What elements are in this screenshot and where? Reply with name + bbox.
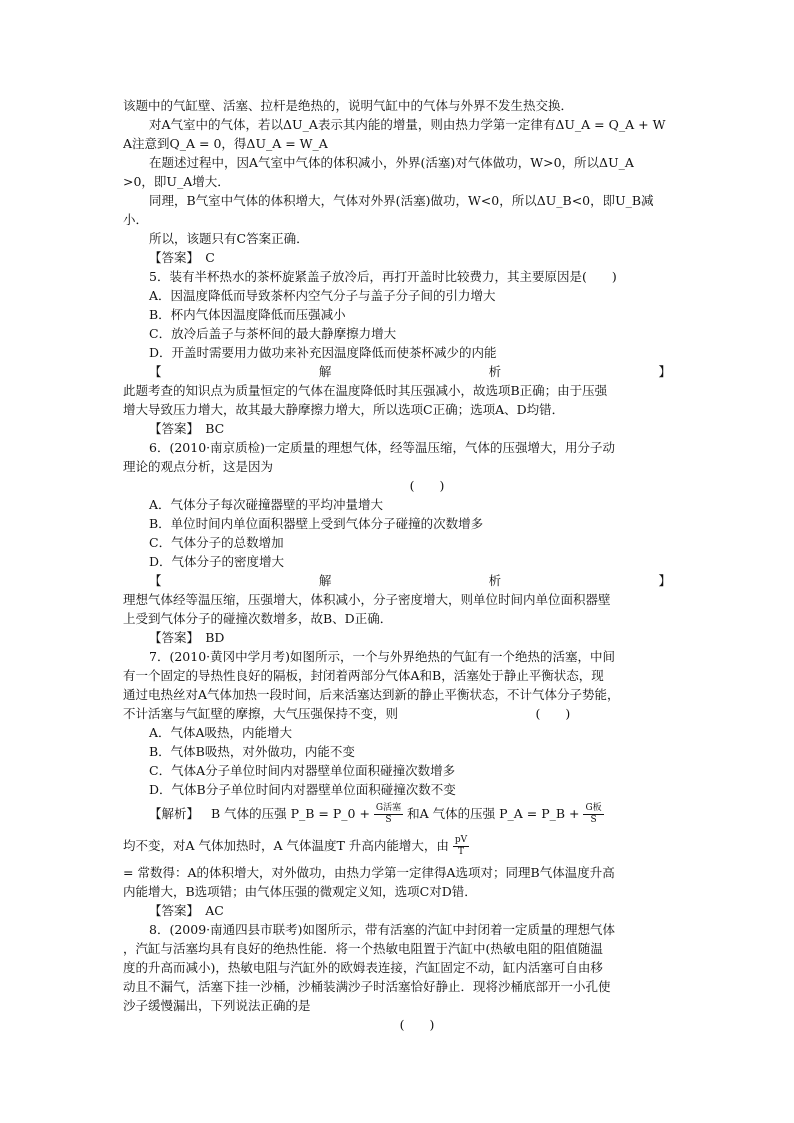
text-line: 度的升高而减小)，热敏电阻与汽缸外的欧姆表连接，汽缸固定不动，缸内活塞可自由移 [123,960,603,975]
bracket-right: 】 [658,573,671,588]
text-line: 动且不漏气，活塞下挂一沙桶，沙桶装满沙子时活塞恰好静止．现将沙桶底部开一小孔使 [123,979,611,994]
answer-line: 【答案】 BC [149,421,225,436]
option-d: D．气体分子的密度增大 [149,554,285,569]
formula-pb: P_B = P_0 + [290,806,370,821]
analysis-heading [123,571,671,590]
option-c: C．气体A分子单位时间内对器壁单位面积碰撞次数增多 [149,763,456,778]
question-7: 7．(2010·黄冈中学月考)如图所示，一个与外界绝热的气缸有一个绝热的活塞，中间 [149,649,615,664]
analysis-char-1: 解 [318,573,332,588]
fraction-g-piston: $\frac{\text{G活塞}}{S}$ [375,803,402,825]
question-6: 6．(2010·南京质检)一定质量的理想气体，经等温压缩，气体的压强增大，用分子动 [149,440,615,455]
analysis-char-2: 析 [488,364,502,379]
text-line: 增大导致压力增大，故其最大静摩擦力增大，所以选项C正确；选项A、D均错． [123,402,565,417]
analysis-label: 【解析】 [149,806,200,821]
fraction-pv-t: $\frac{pV}{T}$ [454,835,468,857]
question-8: 8．(2009·南通四县市联考)如图所示，带有活塞的汽缸中封闭着一定质量的理想气体 [149,922,615,937]
text-line: 有一个固定的导热性良好的隔板，封闭着两部分气体A和B，活塞处于静止平衡状态，现 [123,668,604,683]
answer-blank: ( ) [399,1017,435,1032]
text-line: 对A气室中的气体，若以ΔU_A表示其内能的增量，则由热力学第一定律有ΔU_A = Q_A + W [149,117,666,132]
bracket-right: 】 [658,364,671,379]
text-line: = 常数得：A的体积增大，对外做功，由热力学第一定律得A选项对；同理B气体温度升高 [123,865,615,880]
text-line: 理论的观点分析，这是因为 [123,459,274,474]
analysis-char-1: 解 [318,364,332,379]
text-line: >0，即U_A增大． [123,174,230,189]
option-b: B．杯内气体因温度降低而压强减小 [149,307,346,322]
text-line: 理想气体经等温压缩，压强增大，体积减小，分子密度增大，则单位时间内单位面积器壁 [123,592,611,607]
answer-blank: ( ) [409,478,445,493]
document-body [123,96,671,1034]
option-c: C．气体分子的总数增加 [149,535,284,550]
analysis-text: 均不变，对A 气体加热时，A 气体温度T 升高内能增大，由 [123,838,449,853]
option-a: A．气体A吸热，内能增大 [149,725,293,740]
text-line: 所以，该题只有C答案正确． [149,231,309,246]
analysis-char-2: 析 [488,573,502,588]
analysis-text: 和A 气体的压强 [407,806,496,821]
text-line: 同理，B气室中气体的体积增大，气体对外界(活塞)做功，W<0，所以ΔU_B<0，即U_B减 [149,193,654,208]
answer-line: 【答案】 BD [149,630,225,645]
option-d: D．气体B分子单位时间内对器壁单位面积碰撞次数不变 [149,782,456,797]
text-line: ，汽缸与活塞均具有良好的绝热性能．将一个热敏电阻置于汽缸中(热敏电阻的阻值随温 [123,941,603,956]
text-line: 此题考查的知识点为质量恒定的气体在温度降低时其压强减小，故选项B正确；由于压强 [123,383,608,398]
option-b: B．气体B吸热，对外做功，内能不变 [149,744,355,759]
formula-pa: P_A = P_B + [499,806,580,821]
text-line: 在题述过程中，因A气室中气体的体积减小，外界(活塞)对气体做功，W>0，所以ΔU_A [149,155,634,170]
text-line: 通过电热丝对A气体加热一段时间，后来活塞达到新的静止平衡状态，不计气体分子势能， [123,687,620,702]
bracket-left: 【 [149,364,162,379]
fraction-g-plate: $\frac{\text{G板}}{S}$ [585,803,602,825]
text-line: 小． [123,212,149,227]
answer-line: 【答案】 AC [149,903,224,918]
text-line: 沙子缓慢漏出，下列说法正确的是 [123,998,311,1013]
text-line: 不计活塞与气缸壁的摩擦，大气压强保持不变，则 ( ) [123,706,571,721]
text-line: 上受到气体分子的碰撞次数增多，故B、D正确． [123,611,393,626]
analysis-formula-line [123,829,671,863]
analysis-heading [123,362,671,381]
question-5: 5．装有半杯热水的茶杯旋紧盖子放冷后，再打开盖时比较费力，其主要原因是( ) [149,269,617,284]
text-line: A注意到Q_A = 0，得ΔU_A = W_A [123,136,328,151]
bracket-left: 【 [149,573,162,588]
option-d: D．开盖时需要用力做功来补充因温度降低而使茶杯减少的内能 [149,345,497,360]
analysis-text: B 气体的压强 [210,806,287,821]
option-b: B．单位时间内单位面积器壁上受到气体分子碰撞的次数增多 [149,516,484,531]
text-line: 该题中的气缸壁、活塞、拉杆是绝热的，说明气缸中的气体与外界不发生热交换． [123,98,574,113]
option-a: A．气体分子每次碰撞器壁的平均冲量增大 [149,497,384,512]
analysis-formula-line [123,799,671,829]
option-c: C．放冷后盖子与茶杯间的最大静摩擦力增大 [149,326,397,341]
option-a: A．因温度降低而导致茶杯内空气分子与盖子分子间的引力增大 [149,288,496,303]
text-line: 内能增大，B选项错；由气体压强的微观定义知，选项C对D错． [123,884,477,899]
answer-line: 【答案】 C [149,250,215,265]
